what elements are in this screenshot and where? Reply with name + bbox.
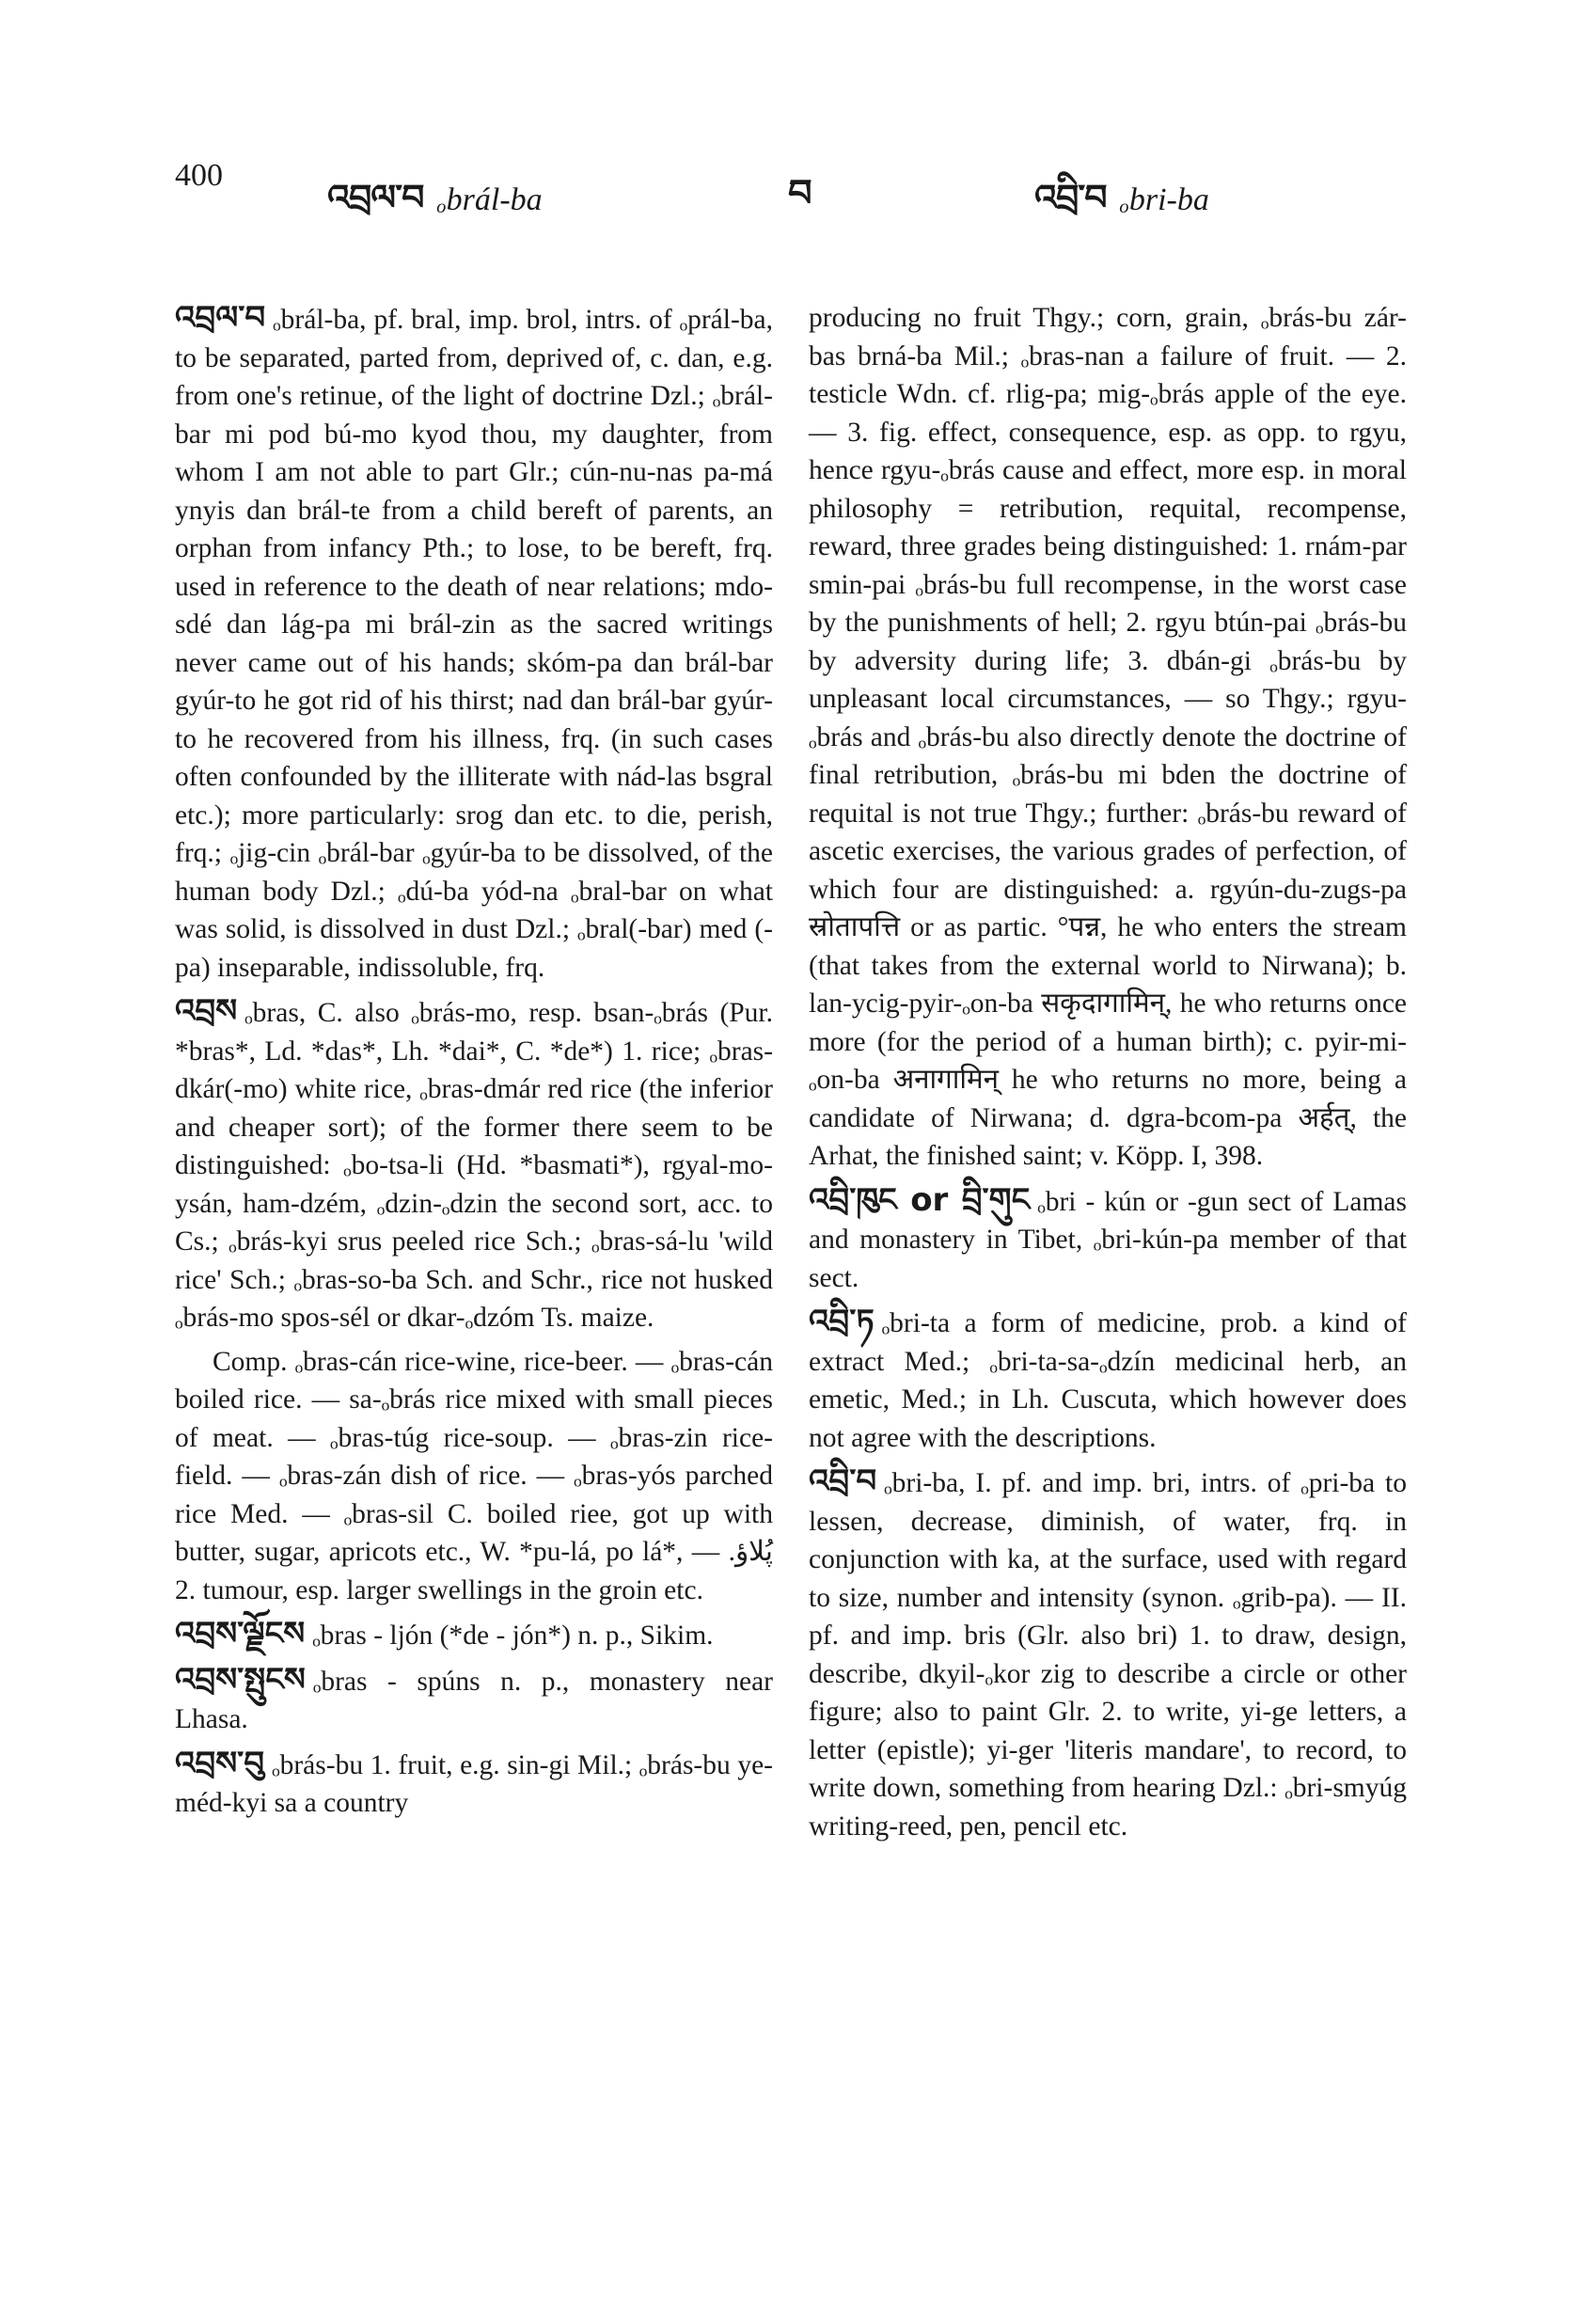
dictionary-entry bbox=[175, 1343, 773, 1610]
entry-text: ₒbri - kún or -gun sect of Lamas and monastery in Tibet, ₒbri-kún-pa member of that sect. bbox=[809, 1186, 1408, 1293]
entry-headword-tibetan: འབྲས bbox=[175, 992, 238, 1030]
entry-text: ₒbras - ljón (*de - jón*) n. p., Sikim. bbox=[312, 1620, 714, 1651]
entry-headword-tibetan: འབྲལ་བ bbox=[175, 299, 266, 337]
dictionary-entry bbox=[175, 992, 773, 1337]
column-right bbox=[809, 299, 1407, 1851]
entry-headword-tibetan: འབྲས་བུ bbox=[175, 1744, 265, 1782]
dictionary-entry bbox=[175, 1745, 773, 1823]
running-head-right-tibetan: འབྲི་བ bbox=[1034, 177, 1107, 218]
running-head-right-roman: ₒbri-ba bbox=[1120, 182, 1209, 217]
entry-headword-tibetan: འབྲི་ཏ bbox=[809, 1303, 875, 1340]
entry-text: ₒbrás-bu 1. fruit, e.g. sin-gi Mil.; ₒbrás-bu ye-méd-kyi sa a country bbox=[175, 1749, 773, 1818]
page-number: 400 bbox=[175, 158, 223, 193]
entry-text: ₒbri-ba, I. pf. and imp. bri, intrs. of ₒpri-ba to lessen, decrease, diminish, of water, frq. in conjunction with ka, at the surface, used with regard to size, number and intensity (synon. ₒgrib-pa). — II. pf. and imp. bris (Glr. also bri) 1. to draw, design, describe, dkyil-ₒkor zig to describe a circle or other figure; also to paint Glr. 2. to write, yi-ge letters, a letter (epistle); yi-ger 'literis mandare', to record, to write down, something from hearing Dzl.: ₒbri-smyúg writing-reed, pen, pencil etc. bbox=[809, 1468, 1407, 1842]
entry-headword-tibetan: འབྲི་ཁུང or བྲི་གུང bbox=[809, 1180, 1031, 1219]
entry-text: producing no fruit Thgy.; corn, grain, ₒbrás-bu zár-bas brná-ba Mil.; ₒbras-nan a failure of fruit. — 2. testicle Wdn. cf. rlig-pa; mig-ₒbrás apple of the eye. — 3. fig. effect, consequence, esp. as opp. to rgyu, hence rgyu-ₒbrás cause and effect, more esp. in moral philosophy = retribution, requital, recompense, reward, three grades being distinguished: 1. rnám-par smin-pai ₒbrás-bu full recompense, in the worst case by the punishments of hell; 2. rgyu btún-pai ₒbrás-bu by adversity during life; 3. dbán-gi ₒbrás-bu by unpleasant local circumstances, — so Thgy.; rgyu-ₒbrás and ₒbrás-bu also directly denote the doctrine of final retribution, ₒbrás-bu mi bden the doctrine of requital is not true Thgy.; further: ₒbrás-bu reward of ascetic exercises, the various grades of perfection, of which four are distinguished: a. rgyún-du-zugs-pa स्रोतापत्ति or as partic. °पन्न, he who enters the stream (that takes from the external world to Nirwana); b. lan-ycig-pyir-ₒon-ba सकृदागामिन्, he who returns once more (for the period of a human birth); c. pyir-mi-ₒon-ba अनागामिन् he who returns no more, being a candidate of Nirwana; d. dgra-bcom-pa अर्हत्, the Arhat, the finished saint; v. Köpp. I, 398. bbox=[809, 303, 1407, 1171]
entry-text: ₒbrál-ba, pf. bral, imp. brol, intrs. of ₒprál-ba, to be separated, parted from, deprived of, c. dan, e.g. from one's retinue, of the light of doctrine Dzl.; ₒbrál-bar mi pod bú-mo kyod thou, my daughter, from whom I am not able to part Glr.; cún-nu-nas pa-má ynyis dan brál-te from a child bereft of parents, an orphan from infancy Pth.; to lose, to be bereft, frq. used in reference to the death of near relations; mdo-sdé dan lág-pa mi brál-zin as the sacred writings never came out of his hands; skóm-pa dan brál-bar gyúr-to he got rid of his thirst; nad dan brál-bar gyúr-to he recovered from his illness, frq. (in such cases often confounded by the illiterate with nád-las bsgral etc.); more particularly: srog dan etc. to die, perish, frq.; ₒjig-cin ₒbrál-bar ₒgyúr-ba to be dissolved, of the human body Dzl.; ₒdú-ba yód-na ₒbral-bar on what was solid, is dissolved in dust Dzl.; ₒbral(-bar) med (-pa) inseparable, indissoluble, frq. bbox=[175, 305, 773, 983]
entry-headword-tibetan: འབྲས་ལྗོངས bbox=[175, 1615, 306, 1652]
entry-text: Comp. ₒbras-cán rice-wine, rice-beer. — ₒbras-cán boiled rice. — sa-ₒbrás rice mixed with small pieces of meat. — ₒbras-túg rice-soup. — ₒbras-zin rice-field. — ₒbras-zán dish of rice. — ₒbras-yós parched rice Med. — ₒbras-sil C. boiled riee, got up with butter, sugar, apricots etc., W. *pu-lá, po lá*, پُلاؤ. — 2. tumour, esp. larger swellings in the groin etc. bbox=[175, 1346, 773, 1605]
entry-headword-tibetan: འབྲས་སྤུངས bbox=[175, 1660, 306, 1699]
running-head-left bbox=[327, 158, 543, 259]
dictionary-entry bbox=[809, 1462, 1407, 1845]
column-left bbox=[175, 299, 773, 1828]
entry-headword-tibetan: འབྲི་བ bbox=[809, 1462, 877, 1500]
dictionary-entry bbox=[809, 1303, 1407, 1457]
dictionary-entry bbox=[809, 299, 1407, 1176]
entry-text: ₒbras - spúns n. p., monastery near Lhasa. bbox=[175, 1666, 773, 1734]
running-head-right bbox=[1034, 158, 1209, 259]
dictionary-entry bbox=[175, 1615, 773, 1655]
entry-text: ₒbras, C. also ₒbrás-mo, resp. bsan-ₒbrás (Pur. *bras*, Ld. *das*, Lh. *dai*, C. *de*) 1. rice; ₒbras-dkár(-mo) white rice, ₒbras-dmár red rice (the inferior and cheaper sort); of the former there seem to be distinguished: ₒbo-tsa-li (Hd. *basmati*), rgyal-mo-ysán, ham-dzém, ₒdzin-ₒdzin the second sort, acc. to Cs.; ₒbrás-kyi srus peeled rice Sch.; ₒbras-sá-lu 'wild rice' Sch.; ₒbras-so-ba Sch. and Schr., rice not husked ₒbrás-mo spos-sél or dkar-ₒdzóm Ts. maize. bbox=[175, 998, 773, 1333]
section-letter: བ bbox=[788, 172, 812, 215]
running-head-left-roman: ₒbrál-ba bbox=[436, 182, 543, 217]
entry-text: ₒbri-ta a form of medicine, prob. a kind of extract Med.; ₒbri-ta-sa-ₒdzín medicinal herb, an emetic, Med.; in Lh. Cuscuta, which however does not agree with the descriptions. bbox=[809, 1308, 1407, 1453]
running-head-left-tibetan: འབྲལ་བ bbox=[327, 177, 424, 218]
dictionary-entry bbox=[175, 1661, 773, 1739]
dictionary-entry bbox=[175, 299, 773, 987]
dictionary-entry bbox=[809, 1181, 1407, 1298]
